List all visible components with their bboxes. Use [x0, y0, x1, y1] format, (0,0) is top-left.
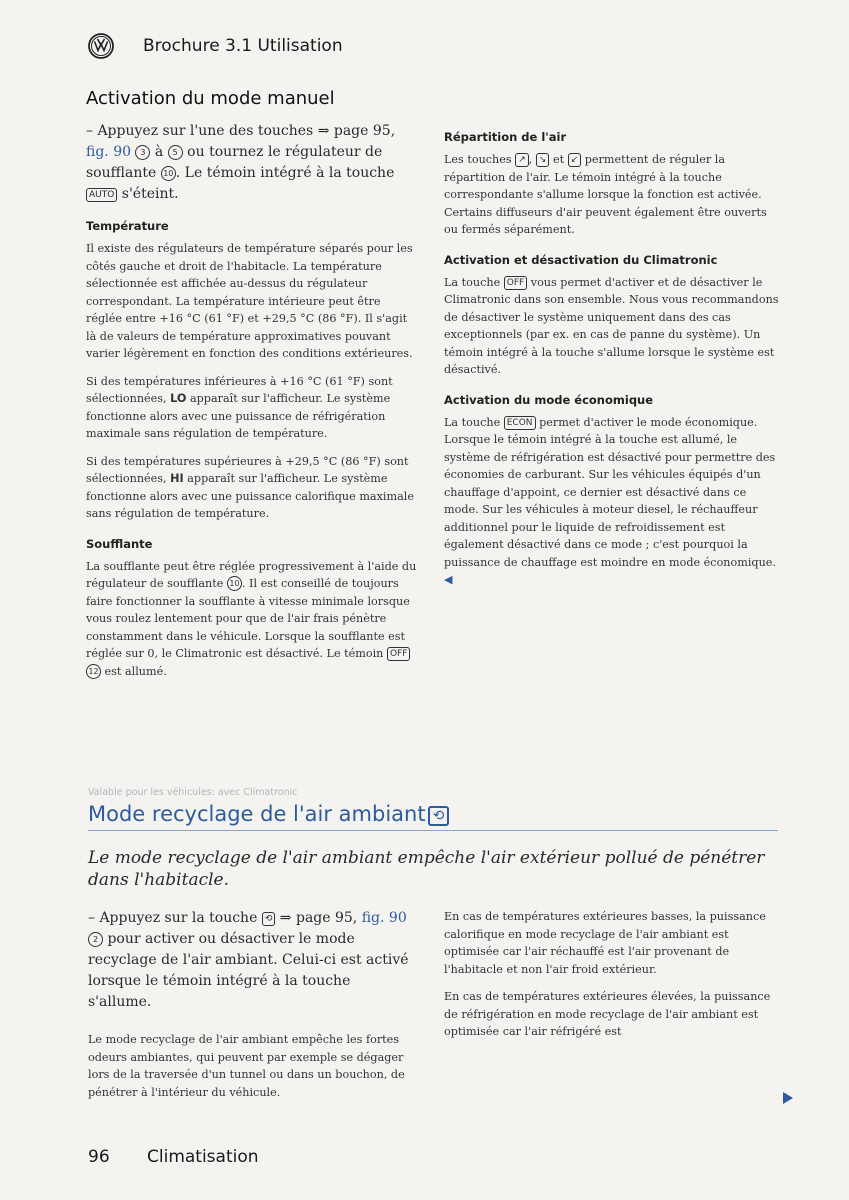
- recirc-paragraph-2: En cas de températures extérieures basses, la puissance calorifique en mode recyclage de l'air ambiant est optimisée car l'air réchauffé est l'air provenant de l'habitacle et non l'air froid extérieur.: [444, 910, 766, 976]
- section-left-column: [88, 908, 418, 1111]
- recirc-paragraph-1: Le mode recyclage de l'air ambiant empêche les fortes odeurs ambiantes, qui peuvent par exemple se dégager lors de la traversée d'un tunnel ou dans un bouchon, de pénétrer à l'intérieur du véhicule.: [88, 1033, 405, 1099]
- continue-arrow-icon: [783, 1092, 793, 1104]
- recirc-instruction: – Appuyez sur la touche ⟲ ⇒ page 95, fig. 90 2 pour activer ou désactiver le mode recyclage de l'air ambiant. Celui-ci est activé lorsque le témoin intégré à la touche s'allume.: [88, 910, 409, 1010]
- end-mark-icon: ◀: [444, 573, 453, 586]
- callout-10: 10: [161, 166, 176, 181]
- distribution-key-1-icon: ↗: [515, 153, 529, 167]
- left-column: [86, 88, 418, 690]
- air-distribution-paragraph: Les touches ↗ , ↘ et ↙ permettent de réguler la répartition de l'air. Le témoin intégré à la touche correspondante s'allume lorsque la fonction est activée. Certains diffuseurs d'air peuvent également être ouverts ou fermés séparément.: [444, 153, 767, 236]
- fig-link[interactable]: fig. 90: [361, 910, 407, 926]
- distribution-key-3-icon: ↙: [568, 153, 582, 167]
- off-key: OFF: [387, 647, 410, 661]
- distribution-key-2-icon: ↘: [536, 153, 550, 167]
- climatronic-paragraph: La touche OFF vous permet d'activer et de désactiver le Climatronic dans son ensemble. Nous vous recommandons de désactiver le système uniquement dans des cas exceptionnels (par ex. en cas de panne du système). Un témoin intégré à la touche s'allume lorsque le système est désactivé.: [444, 275, 779, 376]
- manual-mode-heading: Activation du mode manuel: [86, 88, 335, 109]
- lo-label: LO: [170, 392, 187, 405]
- manual-mode-instruction: – Appuyez sur l'une des touches ⇒ page 95, fig. 90 3 à 5 ou tournez le régulateur de soufflante 10 . Le témoin intégré à la touche AUTO s'éteint.: [86, 123, 396, 202]
- callout-10: 10: [227, 576, 242, 591]
- callout-2: 2: [88, 932, 103, 947]
- vw-logo-icon: [88, 33, 114, 59]
- auto-key: AUTO: [86, 188, 117, 202]
- recirc-paragraph-3: En cas de températures extérieures élevées, la puissance de réfrigération en mode recyclage de l'air ambiant est optimisée car l'air réfrigéré est: [444, 990, 771, 1038]
- section-divider: [88, 830, 778, 831]
- temperature-heading: Température: [86, 219, 169, 233]
- climatronic-heading: Activation et désactivation du Climatronic: [444, 252, 718, 267]
- footer-title: Climatisation: [147, 1147, 259, 1167]
- econ-key: ECON: [504, 416, 536, 430]
- callout-5: 5: [168, 145, 183, 160]
- fig-link[interactable]: fig. 90: [86, 144, 132, 160]
- header-title: Brochure 3.1 Utilisation: [143, 36, 343, 56]
- blower-heading: Soufflante: [86, 536, 153, 551]
- eco-heading: Activation du mode économique: [444, 392, 654, 407]
- temperature-paragraph-1: Il existe des régulateurs de température séparés pour les côtés gauche et droit de l'habitacle. La température sélectionnée est affichée au-dessus du régulateur correspondant. La température intérieure peut être réglée entre +16 °C (61 °F) et +29,5 °C (86 °F). Il s'agit là de valeurs de température approximatives pouvant varier légèrement en fonction des conditions extérieures.: [86, 242, 413, 360]
- callout-3: 3: [135, 145, 150, 160]
- page-number: 96: [88, 1147, 110, 1167]
- right-column: [444, 130, 780, 599]
- temperature-paragraph-2: Si des températures inférieures à +16 °C (61 °F) sont sélectionnées, LO apparaît sur l'afficheur. Le système fonctionne alors avec une puissance de réfrigération maximale sans régulation de température.: [86, 374, 393, 440]
- recirc-key-icon: ⟲: [262, 912, 276, 926]
- section-title: Mode recyclage de l'air ambiant ⟲: [88, 802, 449, 826]
- eco-paragraph: La touche ECON permet d'activer le mode économique. Lorsque le témoin intégré à la touche est allumé, le système de réfrigération est désactivé pour permettre des économies de carburant. Sur les véhicules équipés d'un chauffage d'appoint, ce dernier est désactivé dans ce mode. Sur les véhicules à moteur diesel, le réchauffeur additionnel pour le liquide de refroidissement est également désactivé dans ce mode ; c'est pourquoi la puissance de chauffage est moindre en mode économique. ◀: [444, 415, 776, 586]
- air-distribution-heading: Répartition de l'air: [444, 130, 567, 144]
- section-right-column: [444, 908, 780, 1051]
- section-intro: Le mode recyclage de l'air ambiant empêche l'air extérieur pollué de pénétrer dans l'habitacle.: [88, 848, 765, 890]
- callout-12: 12: [86, 664, 101, 679]
- temperature-paragraph-3: Si des températures supérieures à +29,5 °C (86 °F) sont sélectionnées, HI apparaît sur l'afficheur. Le système fonctionne alors avec une puissance calorifique maximale sans régulation de température.: [86, 454, 414, 520]
- recirculation-icon: ⟲: [428, 806, 450, 826]
- blower-paragraph: La soufflante peut être réglée progressivement à l'aide du régulateur de soufflante 10 . Il est conseillé de toujours faire fonctionner la soufflante à vitesse minimale lorsque vous roulez lentement pour que de l'air frais pénètre constamment dans le véhicule. Lorsque la soufflante est réglée sur 0, le Climatronic est désactivé. Le témoin OFF12 est allumé.: [86, 559, 417, 678]
- validity-note: Valable pour les véhicules: avec Climatronic: [88, 787, 298, 798]
- off-key: OFF: [504, 276, 527, 290]
- hi-label: HI: [170, 472, 184, 485]
